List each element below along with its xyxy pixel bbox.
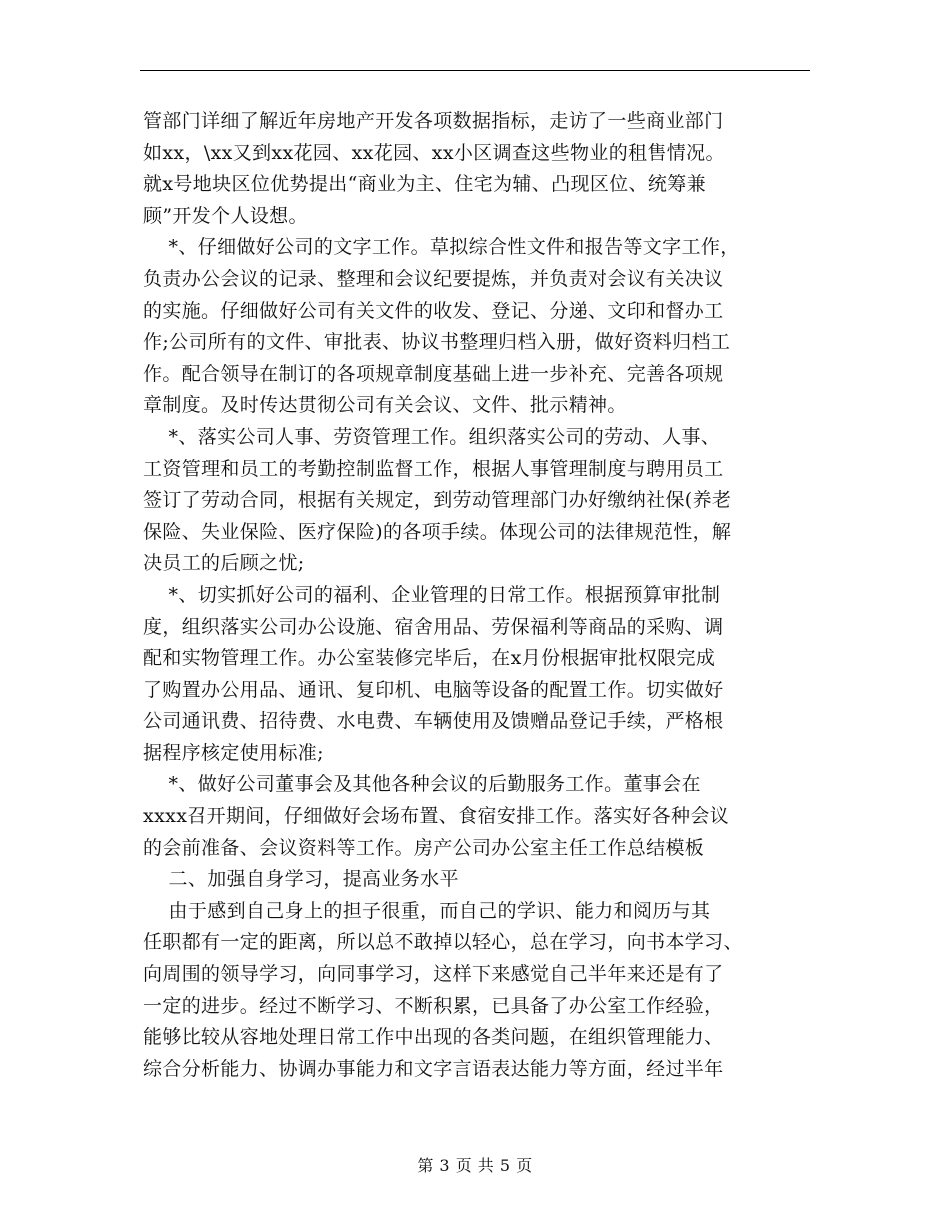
text-line: 签订了劳动合同，根据有关规定，到劳动管理部门办好缴纳社保(养老 (143, 489, 732, 512)
text-line: 决员工的后顾之忧; (143, 552, 305, 575)
text-line: 据程序核定使用标准; (143, 741, 324, 764)
header-rule (140, 70, 810, 71)
text-line: 的会前准备、会议资料等工作。房产公司办公室主任工作总结模板 (143, 836, 705, 859)
text-line: 任职都有一定的距离，所以总不敢掉以轻心，总在学习，向书本学习、 (143, 931, 743, 954)
text-line: 度，组织落实公司办公设施、宿舍用品、劳保福利等商品的采购、调 (143, 615, 724, 638)
text-line: 如xx，\xx又到xx花园、xx花园、xx小区调查这些物业的租售情况。 (143, 141, 725, 164)
text-line: 就x号地块区位优势提出“商业为主、住宅为辅、凸现区位、统筹兼 (143, 173, 706, 196)
text-line: 由于感到自己身上的担子很重，而自己的学识、能力和阅历与其 (143, 899, 711, 922)
text-line: 二、加强自身学习，提高业务水平 (143, 868, 459, 891)
text-line: 管部门详细了解近年房地产开发各项数据指标，走访了一些商业部门 (143, 110, 724, 132)
text-line: 能够比较从容地处理日常工作中出现的各类问题，在组织管理能力、 (143, 1026, 724, 1049)
text-line: 向周围的领导学习，向同事学习，这样下来感觉自己半年来还是有了 (143, 963, 724, 986)
text-line: *、切实抓好公司的福利、企业管理的日常工作。根据预算审批制 (143, 583, 721, 606)
text-line: 章制度。及时传达贯彻公司有关会议、文件、批示精神。 (143, 394, 627, 417)
text-line: 一定的进步。经过不断学习、不断积累，已具备了办公室工作经验， (143, 994, 724, 1017)
text-line: 作;公司所有的文件、审批表、协议书整理归档入册，做好资料归档工 (143, 331, 731, 354)
text-line: *、做好公司董事会及其他各种会议的后勤服务工作。董事会在 (143, 773, 701, 796)
text-line: 工资管理和员工的考勤控制监督工作，根据人事管理制度与聘用员工 (143, 457, 724, 480)
text-line: *、仔细做好公司的文字工作。草拟综合性文件和报告等文字工作， (143, 236, 740, 259)
page-footer: 第 3 页 共 5 页 (417, 1156, 533, 1175)
text-line: 配和实物管理工作。办公室装修完毕后，在x月份根据审批权限完成 (143, 647, 716, 670)
text-line: 的实施。仔细做好公司有关文件的收发、登记、分递、文印和督办工 (143, 299, 724, 322)
document-body (143, 106, 823, 1085)
text-line: 综合分析能力、协调办事能力和文字言语表达能力等方面，经过半年 (143, 1057, 724, 1080)
text-line: *、落实公司人事、劳资管理工作。组织落实公司的劳动、人事、 (143, 425, 721, 448)
text-line: 保险、失业保险、医疗保险)的各项手续。体现公司的法律规范性，解 (143, 520, 732, 543)
text-line: xxxx召开期间，仔细做好会场布置、食宿安排工作。落实好各种会议 (143, 805, 730, 828)
text-line: 作。配合领导在制订的各项规章制度基础上进一步补充、完善各项规 (143, 362, 724, 385)
text-line: 顾”开发个人设想。 (143, 204, 308, 227)
text-line: 负责办公会议的记录、整理和会议纪要提炼，并负责对会议有关决议 (143, 267, 724, 290)
text-line: 了购置办公用品、通讯、复印机、电脑等设备的配置工作。切实做好 (143, 678, 724, 701)
text-line: 公司通讯费、招待费、水电费、车辆使用及馈赠品登记手续，严格根 (143, 710, 724, 733)
